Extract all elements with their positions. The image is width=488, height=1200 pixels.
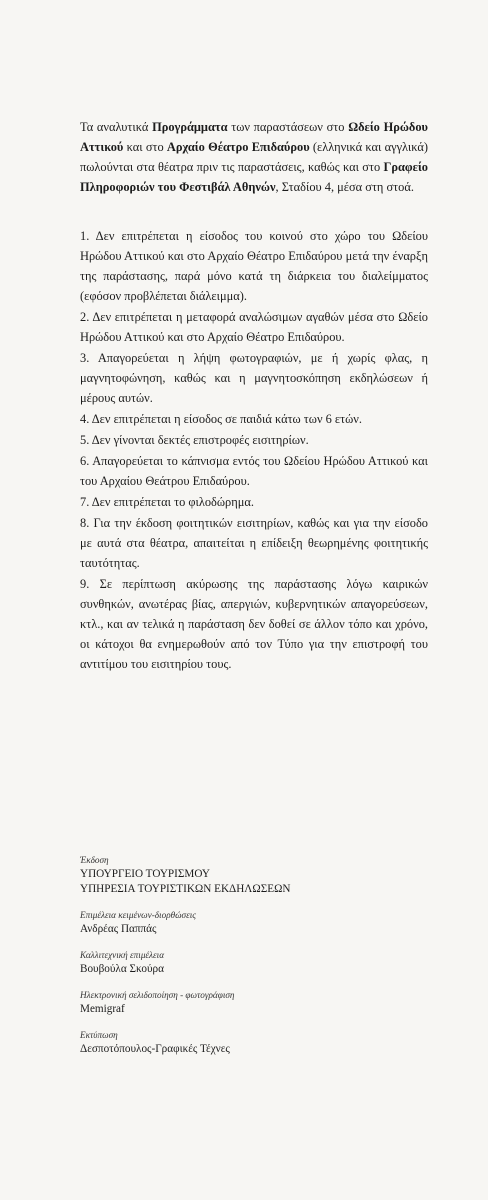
intro-bold-epidaurus: Αρχαίο Θέατρο Επιδαύρου [166, 140, 310, 154]
rule-item: 7. Δεν επιτρέπεται το φιλοδώρημα. [80, 495, 254, 509]
intro-text: Τα αναλυτικά [80, 120, 153, 134]
credit-role: Καλλιτεχνική επιμέλεια [80, 950, 165, 960]
intro-bold-programmes: Προγράμματα [152, 120, 228, 134]
credit-role: Ηλεκτρονική σελιδοποίηση - φωτογράφιση [80, 990, 235, 1000]
rule-item: 9. Σε περίπτωση ακύρωσης της παράστασης λόγω καιρικών συνθηκών, ανωτέρας βίας, απεργιών, κυβερνητικών απαγορεύσεων, κτλ., και αν τελικά η παράσταση δεν δοθεί σε άλλον τόπο και χρόνο, οι κάτοχοι θα ενημερωθούν από τον Τύπο για την επιστροφή του αντιτίμου του εισιτηρίου τους. [80, 577, 428, 671]
credit-editing [80, 909, 440, 937]
credit-role: Εκτύπωση [80, 1030, 118, 1040]
intro-text: των παραστάσεων στο [227, 120, 349, 134]
credit-layout [80, 989, 440, 1017]
credit-name: Ανδρέας Παππάς [80, 923, 157, 935]
credit-publisher [80, 854, 440, 897]
intro-bold-info-office: Γραφείο Πληροφοριών του Φεστιβάλ Αθηνών [80, 160, 428, 194]
credit-role: Επιμέλεια κειμένων-διορθώσεις [80, 910, 196, 920]
rule-item: 1. Δεν επιτρέπεται η είσοδος του κοινού στο χώρο του Ωδείου Ηρώδου Αττικού και στο Αρχαίο Θέατρο Επιδαύρου μετά την έναρξη της παράστασης, παρά μόνο κατά τη διάρκεια του διαλείμματος (εφόσον προβλέπεται διάλειμμα). [80, 229, 428, 303]
rules-list [80, 226, 428, 675]
credit-name: Δεσποτόπουλος-Γραφικές Τέχνες [80, 1043, 230, 1055]
credit-art-direction [80, 949, 440, 977]
credit-name: Βουβούλα Σκούρα [80, 963, 164, 975]
intro-text: (ελληνικά και αγγλικά) πωλούνται στα θέατρα πριν τις παραστάσεις, καθώς και στο [80, 140, 428, 174]
credit-name: ΥΠΟΥΡΓΕΙΟ ΤΟΥΡΙΣΜΟΥ [80, 868, 210, 880]
rule-item: 4. Δεν επιτρέπεται η είσοδος σε παιδιά κάτω των 6 ετών. [80, 412, 362, 426]
credit-printing [80, 1029, 440, 1057]
rule-item: 3. Απαγορεύεται η λήψη φωτογραφιών, με ή χωρίς φλας, η μαγνητοφώνηση, καθώς και η μαγνητοσκόπηση εκδηλώσεων ή μέρους αυτών. [80, 351, 428, 405]
rule-item: 5. Δεν γίνονται δεκτές επιστροφές εισιτηρίων. [80, 433, 309, 447]
credit-name: Memigraf [80, 1003, 125, 1015]
rule-item: 2. Δεν επιτρέπεται η μεταφορά αναλώσιμων αγαθών μέσα στο Ωδείο Ηρώδου Αττικού και στο Αρχαίο Θέατρο Επιδαύρου. [80, 310, 428, 344]
intro-paragraph [80, 117, 428, 197]
credits-section [80, 854, 440, 1069]
rule-item: 6. Απαγορεύεται το κάπνισμα εντός του Ωδείου Ηρώδου Αττικού και του Αρχαίου Θεάτρου Επιδαύρου. [80, 454, 428, 488]
credit-role: Έκδοση [80, 855, 109, 865]
intro-text: , Σταδίου 4, μέσα στη στοά. [275, 180, 414, 194]
intro-text: και στο [123, 140, 167, 154]
credit-name: ΥΠΗΡΕΣΙΑ ΤΟΥΡΙΣΤΙΚΩΝ ΕΚΔΗΛΩΣΕΩΝ [80, 883, 291, 895]
rule-item: 8. Για την έκδοση φοιτητικών εισιτηρίων, καθώς και για την είσοδο με αυτά στα θέατρα, απαιτείται η επίδειξη θεωρημένης φοιτητικής ταυτότητας. [80, 516, 428, 570]
intro-bold-odeon: Ωδείο Ηρώδου Αττικού [80, 120, 428, 154]
